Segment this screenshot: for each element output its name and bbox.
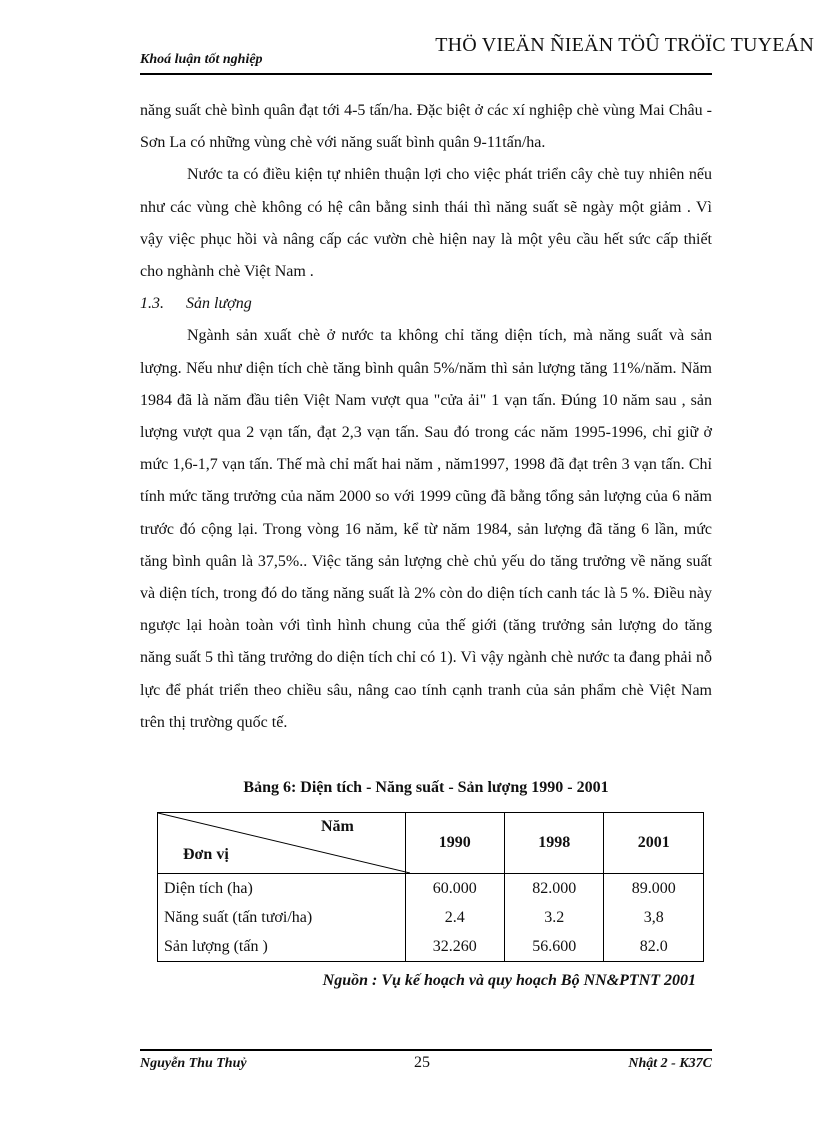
year-header: 2001 [604,813,704,874]
page-number: 25 [414,1054,430,1071]
table-cell: 82.0 [604,932,704,962]
table-cell: 82.000 [505,874,604,904]
diagonal-line [158,813,410,873]
table-corner-cell [158,813,406,874]
paragraph-1: năng suất chè bình quân đạt tới 4-5 tấn/ha. Đặc biệt ở các xí nghiệp chè vùng Mai Châu - Sơn La có những vùng chè với năng suất bình quân 9-11tấn/ha. [140,102,712,152]
table-cell: 3,8 [604,903,704,932]
header-divider [140,73,712,75]
section-number: 1.3. [140,295,164,313]
year-header: 1990 [405,813,504,874]
paragraph-3: Ngành sản xuất chè ở nước ta không chỉ tăng diện tích, mà năng suất và sản lượng. Nếu như diện tích chè tăng bình quân 5%/năm thì sản lượng tăng 11%/năm. Năm 1984 đã là năm đầu tiên Việt Nam vượt qua "cửa ải" 1 vạn tấn. Đúng 10 năm sau , sản lượng vượt qua 2 vạn tấn, đạt 2,3 vạn tấn. Sau đó trong các năm 1995-1996, chỉ giữ ở mức 1,6-1,7 vạn tấn. Thế mà chỉ mất hai năm , năm1997, 1998 đã đạt trên 3 vạn tấn. Chỉ tính mức tăng trưởng của năm 2000 so với 1999 cũng đã bằng tổng sản lượng của 6 năm trước đó cộng lại. Trong vòng 16 năm, kể từ năm 1984, sản lượng đã tăng 6 lần, mức tăng bình quân là 37,5%.. Việc tăng sản lượng chè chủ yếu do tăng trưởng về năng suất và diện tích, trong đó do tăng năng suất là 2% còn do diện tích canh tác là 5 %. Điều này ngược lại hoàn toàn với tình hình chung của thế giới (tăng trưởng sản lượng do tăng năng suất 5 thì tăng trưởng do diện tích chỉ có 1). Vì vậy ngành chè nước ta đang phải nỗ lực để phát triển theo chiều sâu, nâng cao tính cạnh tranh của sản phẩm chè Việt Nam trên thị trường quốc tế. [140,327,712,731]
table-header-row [158,813,704,874]
corner-unit-label: Đơn vị [183,846,229,863]
corner-year-label: Năm [321,818,354,835]
section-heading [140,288,712,320]
table-cell: 56.600 [505,932,604,962]
footer-class: Nhật 2 - K37C [628,1056,712,1071]
table-source-note: Nguồn : Vụ kế hoạch và quy hoạch Bộ NN&PTNT 2001 [322,972,696,989]
table-cell: 32.260 [405,932,504,962]
table-row [158,903,704,932]
footer-author: Nguyễn Thu Thuỷ [140,1056,247,1071]
table-row [158,874,704,904]
header-library-banner: THÖ VIEÄN ÑIEÄN TÖÛ TRÖÏC TUYEÁN [435,34,814,56]
table-cell: 2.4 [405,903,504,932]
row-label: Diện tích (ha) [158,874,406,904]
section-title: Sản lượng [186,295,252,313]
table-row [158,932,704,962]
paragraph-2: Nước ta có điều kiện tự nhiên thuận lợi cho việc phát triển cây chè tuy nhiên nếu như các vùng chè không có hệ cân bằng sinh thái thì năng suất sẽ ngày một giảm . Vì vậy việc phục hồi và nâng cấp các vườn chè hiện nay là một yêu cầu hết sức cấp thiết cho nghành chè Việt Nam . [140,166,712,281]
body-text [140,95,712,739]
table-caption: Bảng 6: Diện tích - Năng suất - Sản lượng 1990 - 2001 [243,779,609,796]
row-label: Sản lượng (tấn ) [158,932,406,962]
year-header: 1998 [505,813,604,874]
table-cell: 89.000 [604,874,704,904]
table-cell: 3.2 [505,903,604,932]
table-cell: 60.000 [405,874,504,904]
row-label: Năng suất (tấn tươi/ha) [158,903,406,932]
data-table [157,812,704,962]
header-document-type: Khoá luận tốt nghiệp [140,52,263,67]
footer-divider [140,1049,712,1051]
